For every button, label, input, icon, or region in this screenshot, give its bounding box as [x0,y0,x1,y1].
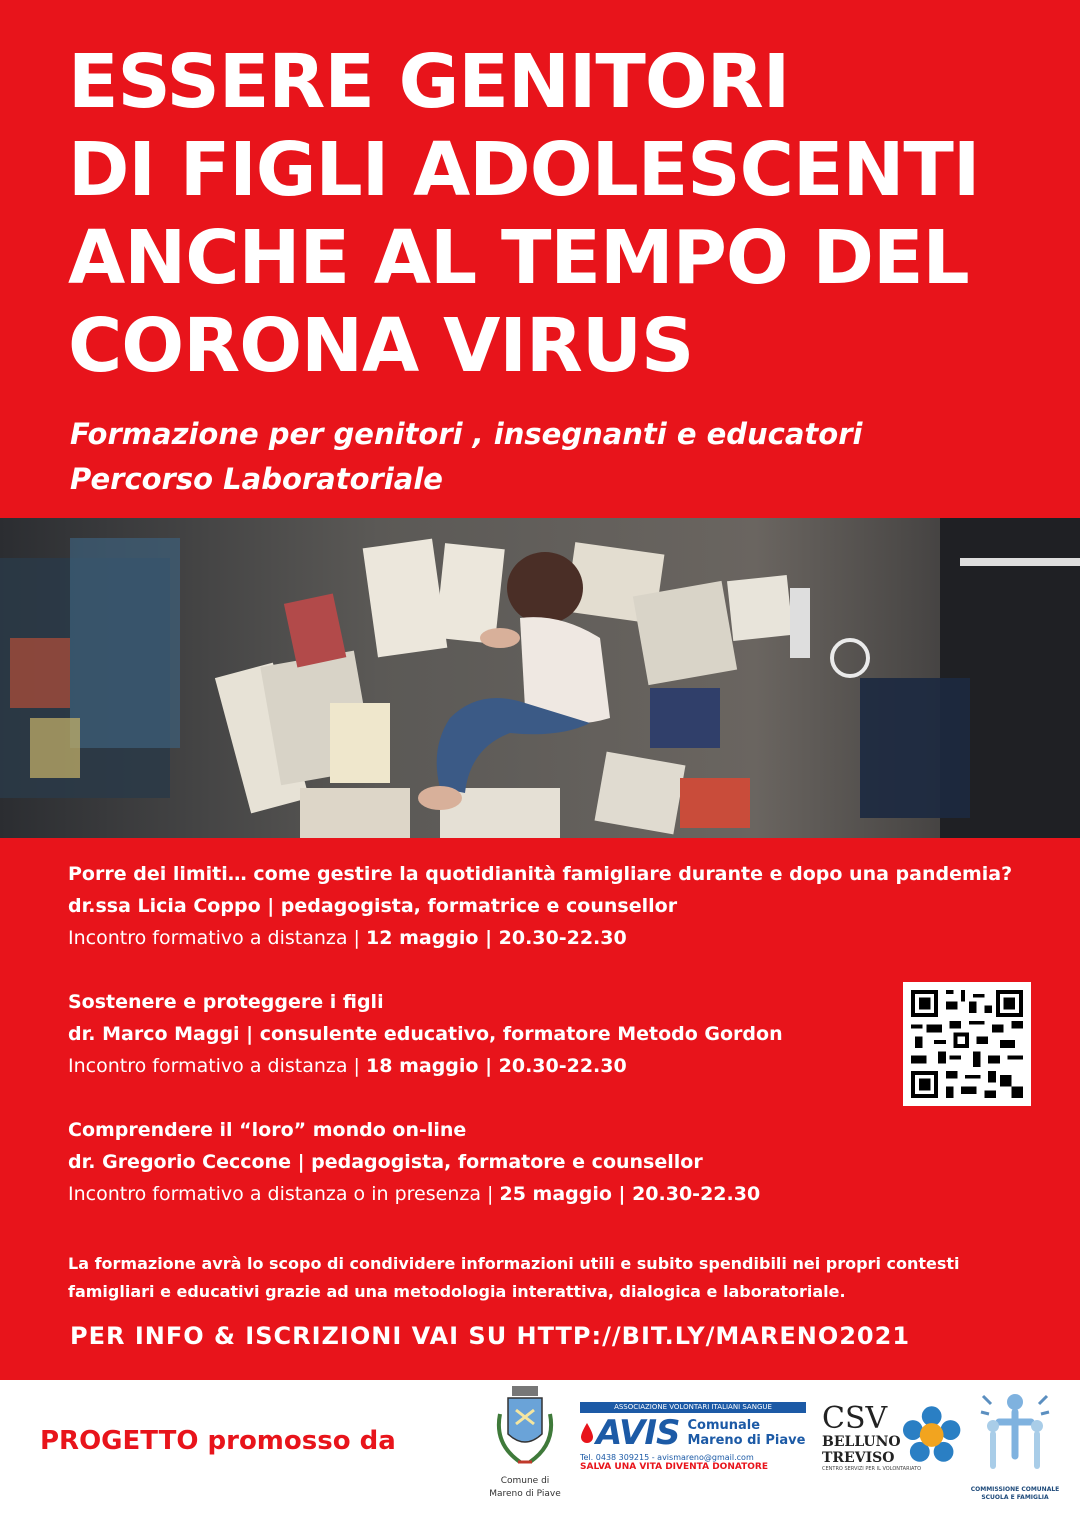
events-list [68,858,1028,1242]
event-3 [68,1114,1028,1210]
title-line-2: DI FIGLI ADOLESCENTI [68,127,980,213]
event-2-speaker: dr. Marco Maggi | consulente educativo, formatore Metodo Gordon [68,1023,783,1045]
promo-bold: PROGETTO [40,1426,199,1456]
event-1-speaker: dr.ssa Licia Coppo | pedagogista, formatrice e counsellor [68,895,678,917]
avis-tel: Tel. 0438 309215 - avismareno@gmail.com [580,1453,754,1462]
photo-illustration [0,518,1080,838]
csv-treviso: TREVISO [822,1450,895,1466]
subtitle [70,412,862,502]
csv-text-block [822,1401,901,1466]
avis-place: Mareno di Piave [687,1433,806,1448]
event-3-meta [68,1178,1028,1210]
qr-code-graphic [911,990,1023,1098]
comune-logo [480,1384,570,1509]
csv-belluno: BELLUNO [822,1434,901,1450]
footer [0,1380,1080,1513]
event-1-meta [68,922,1028,954]
family-commission-icon [975,1386,1055,1482]
csv-flower-icon [901,1404,962,1466]
avis-name: AVIS [596,1413,680,1453]
subtitle-line-1: Formazione per genitori , insegnanti e educatori [70,417,863,451]
blood-drop-icon [580,1422,594,1444]
comune-caption-2: Mareno di Piave [489,1489,561,1499]
info-link[interactable]: PER INFO & ISCRIZIONI VAI SU HTTP://BIT.LY/MARENO2021 [70,1322,911,1350]
avis-logo-icon [580,1402,806,1488]
csv-title: CSV [822,1401,888,1436]
event-1-question: Porre dei limiti… come gestire la quotidianità famigliare durante e dopo una pandemia? [68,863,1013,885]
avis-comunale: Comunale [687,1418,761,1433]
event-3-speaker: dr. Gregorio Ceccone | pedagogista, formatore e counsellor [68,1151,703,1173]
avis-band-text: ASSOCIAZIONE VOLONTARI ITALIANI SANGUE [580,1402,806,1413]
title-line-3: ANCHE AL TEMPO DEL [68,215,969,301]
event-2-mode: Incontro formativo a distanza | [68,1055,360,1077]
event-2 [68,986,1028,1082]
qr-code-icon[interactable] [903,982,1031,1106]
commission-caption-2: SCUOLA E FAMIGLIA [981,1494,1049,1501]
promo-label [40,1426,396,1456]
event-2-question: Sostenere e proteggere i figli [68,991,384,1013]
subtitle-line-2: Percorso Laboratoriale [70,462,443,496]
promo-rest: promosso da [207,1426,396,1456]
event-2-date: 18 maggio | 20.30-22.30 [366,1055,627,1077]
family-commission-logo [970,1386,1060,1506]
csv-logo-row [822,1401,962,1466]
event-1-date: 12 maggio | 20.30-22.30 [366,927,627,949]
comune-coat-of-arms-icon [490,1384,560,1470]
event-3-date: 25 maggio | 20.30-22.30 [499,1183,761,1205]
event-2-meta [68,1050,1028,1082]
commission-caption-1: COMMISSIONE COMUNALE [970,1486,1060,1493]
hero-photo [0,518,1080,838]
description: La formazione avrà lo scopo di condividere informazioni utili e subito spendibili nei propri contesti famigliari e educativi grazie ad una metodologia interattiva, dialogica e laboratoriale. [68,1254,960,1301]
comune-caption-1: Comune di [500,1476,550,1486]
avis-logo-main [580,1413,806,1453]
title-line-1: ESSERE GENITORI [68,39,790,125]
csv-logo-icon [822,1401,962,1488]
event-1-mode: Incontro formativo a distanza | [68,927,360,949]
avis-slogan: SALVA UNA VITA DIVENTA DONATORE [580,1462,768,1472]
event-1 [68,858,1028,954]
event-3-mode: Incontro formativo a distanza o in presenza | [68,1183,494,1205]
avis-comunale-block [687,1418,805,1448]
main-title [68,38,979,390]
title-line-4: CORONA VIRUS [68,303,694,389]
event-3-question: Comprendere il “loro” mondo on-line [68,1119,467,1141]
csv-subtitle: CENTRO SERVIZI PER IL VOLONTARIATO [822,1466,922,1472]
